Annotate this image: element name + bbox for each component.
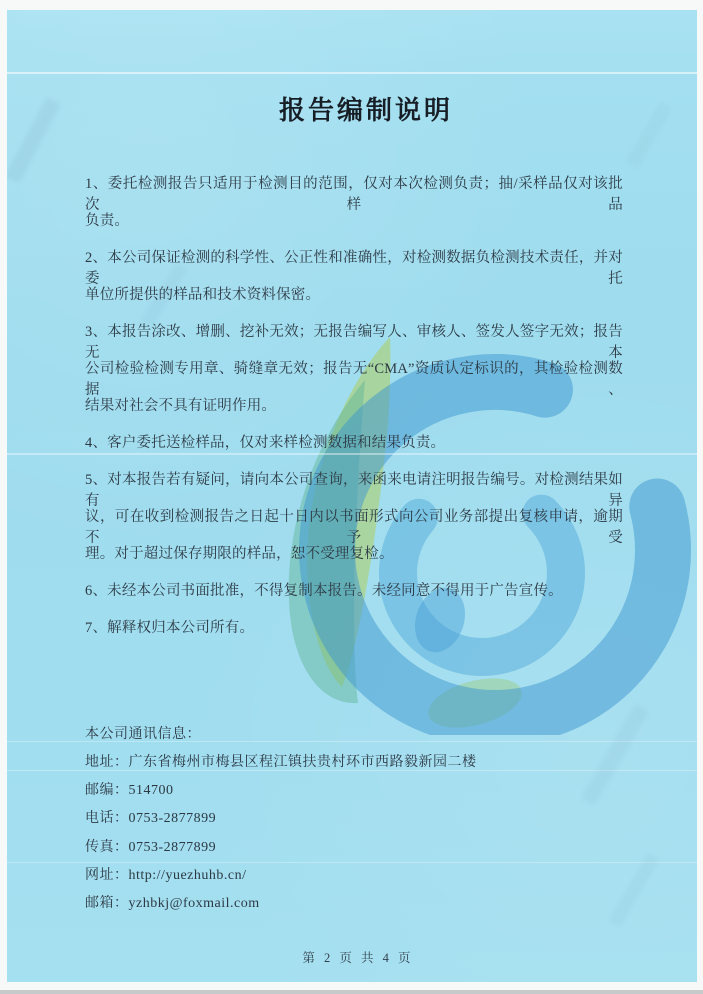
body-line: 2、本公司保证检测的科学性、公正性和准确性，对检测数据负检测技术责任，并对委托 bbox=[85, 250, 623, 287]
scan-fold-line bbox=[7, 862, 697, 863]
scan-edge-shadow bbox=[0, 990, 703, 994]
contact-line-email: 邮箱：yzhbkj@foxmail.com bbox=[85, 896, 260, 911]
contact-line-phone: 电话：0753-2877899 bbox=[85, 811, 217, 826]
body-line: 3、本报告涂改、增删、挖补无效；无报告编写人、审核人、签发人签字无效；报告无本 bbox=[85, 324, 623, 361]
body-line: 4、客户委托送检样品，仅对来样检测数据和结果负责。 bbox=[85, 435, 446, 451]
contact-line-fax: 传真：0753-2877899 bbox=[85, 840, 217, 855]
body-line: 5、对本报告若有疑问，请向本公司查询，来函来电请注明报告编号。对检测结果如有异 bbox=[85, 472, 623, 509]
body-line: 理。对于超过保存期限的样品，恕不受理复检。 bbox=[85, 546, 394, 562]
body-line: 7、解释权归本公司所有。 bbox=[85, 620, 255, 636]
page-number: 第 2 页 共 4 页 bbox=[302, 951, 414, 965]
page-title: 报告编制说明 bbox=[278, 96, 453, 125]
scan-fold-line bbox=[7, 453, 697, 455]
body-line: 6、未经本公司书面批准，不得复制本报告。未经同意不得用于广告宣传。 bbox=[85, 583, 563, 599]
scan-fold-line bbox=[7, 72, 697, 74]
contact-heading: 本公司通讯信息： bbox=[85, 727, 201, 742]
contact-line-postcode: 邮编：514700 bbox=[85, 783, 174, 798]
contact-line-address: 地址：广东省梅州市梅县区程江镇扶贵村环市西路毅新园二楼 bbox=[85, 755, 477, 770]
body-line: 负责。 bbox=[85, 213, 130, 229]
contact-line-website: 网址：http://yuezhuhb.cn/ bbox=[85, 868, 247, 883]
body-line: 公司检验检测专用章、骑缝章无效；报告无“CMA”资质认定标识的，其检验检测数据、 bbox=[85, 361, 623, 398]
body-line: 结果对社会不具有证明作用。 bbox=[85, 398, 277, 414]
body-line: 1、委托检测报告只适用于检测目的范围，仅对本次检测负责；抽/采样品仅对该批次样品 bbox=[85, 176, 623, 213]
body-line: 议，可在收到检测报告之日起十日内以书面形式向公司业务部提出复核申请，逾期不予受 bbox=[85, 509, 623, 546]
body-line: 单位所提供的样品和技术资料保密。 bbox=[85, 287, 321, 303]
report-paper bbox=[7, 10, 697, 982]
